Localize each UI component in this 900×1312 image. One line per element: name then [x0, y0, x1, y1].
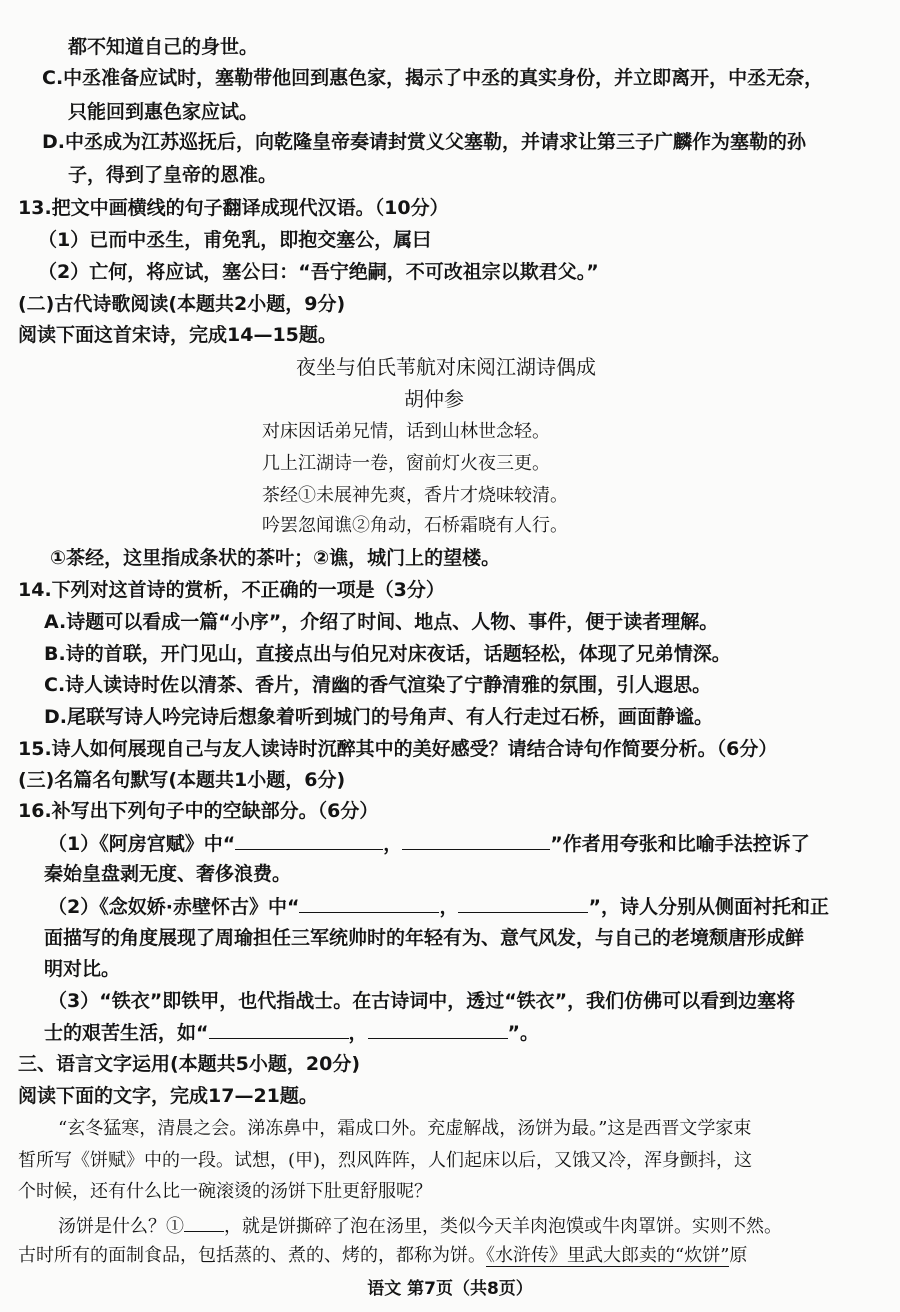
poem-title: 夜坐与伯氏苇航对床阅江湖诗偶成: [296, 355, 596, 379]
poem-line-4: 吟罢忽闻谯②角动，石桥霜晓有人行。: [262, 515, 568, 536]
answer-blank[interactable]: [209, 1020, 349, 1039]
q16-item-1: [48, 831, 810, 856]
q16-item-1-suffix: ”作者用夸张和比喻手法控诉了: [550, 833, 810, 855]
q14-option-d: D.尾联写诗人吟完诗后想象着听到城门的号角声、有人行走过石桥，画面静谧。: [44, 706, 713, 728]
poem-line-1: 对床因话弟兄情，话到山林世念轻。: [262, 421, 550, 442]
q16-item-2-suffix: ”，诗人分别从侧面衬托和正: [588, 896, 829, 918]
q13-heading: 13.把文中画横线的句子翻译成现代汉语。（10分）: [18, 197, 449, 219]
passage-line-2: 皙所写《饼赋》中的一段。试想，(甲)，烈风阵阵，人们起床以后，又饿又冷，浑身颤抖，这: [18, 1150, 753, 1171]
answer-blank[interactable]: [402, 831, 550, 850]
answer-blank[interactable]: [458, 894, 588, 913]
part-three-heading: 三、语言文字运用(本题共5小题，20分): [18, 1053, 361, 1075]
separator: ，: [383, 833, 403, 855]
passage-line-4-prefix: 汤饼是什么？①: [58, 1216, 184, 1237]
q13-sentence-2: （2）亡何，将应试，塞公曰：“吾宁绝嗣，不可改祖宗以欺君父。”: [38, 261, 599, 283]
passage-line-4-suffix: ，就是饼撕碎了泡在汤里，类似今天羊肉泡馍或牛肉罩饼。实则不然。: [224, 1216, 782, 1237]
passage-line-4: [58, 1213, 782, 1239]
poem-author: 胡仲参: [404, 387, 464, 411]
part-three-intro: 阅读下面的文字，完成17—21题。: [18, 1085, 318, 1107]
q16-item-3-suffix: ”。: [507, 1022, 540, 1044]
q16-item-2: [48, 894, 829, 919]
separator: ，: [439, 896, 459, 918]
q16-heading: 16.补写出下列句子中的空缺部分。（6分）: [18, 800, 379, 822]
answer-blank[interactable]: [299, 894, 439, 913]
q16-item-3-prefix: 士的艰苦生活，如“: [44, 1022, 209, 1044]
answer-blank[interactable]: [368, 1020, 508, 1039]
q16-item-2-cont: 面描写的角度展现了周瑜担任三军统帅时的年轻有为、意气风发，与自己的老境颓唐形成鲜: [44, 927, 805, 949]
separator: ，: [348, 1022, 368, 1044]
q16-item-3-cont: [44, 1020, 539, 1045]
q12-option-d-line1: D.中丞成为江苏巡抚后，向乾隆皇帝奏请封赏义父塞勒，并请求让第三子广麟作为塞勒的孙: [42, 131, 806, 153]
q13-sentence-1: （1）已而中丞生，甫免乳，即抱交塞公，属曰: [38, 229, 432, 251]
q16-item-1-cont: 秦始皇盘剥无度、奢侈浪费。: [44, 863, 292, 885]
page-footer: 语文 第7页（共8页）: [367, 1279, 533, 1299]
q16-item-2-prefix: （2）《念奴娇·赤壁怀古》中“: [48, 896, 300, 918]
answer-blank[interactable]: [235, 831, 383, 850]
poem-line-2: 几上江湖诗一卷，窗前灯火夜三更。: [262, 453, 550, 474]
q14-option-b: B.诗的首联，开门见山，直接点出与伯兄对床夜话，话题轻松，体现了兄弟情深。: [44, 643, 731, 665]
underlined-sentence: 《水浒传》里武大郎卖的“炊饼”: [486, 1245, 730, 1266]
q14-option-a: A.诗题可以看成一篇“小序”，介绍了时间、地点、人物、事件，便于读者理解。: [44, 611, 719, 633]
q16-item-1-prefix: （1）《阿房宫赋》中“: [48, 833, 236, 855]
q15-question: 15.诗人如何展现自己与友人读诗时沉醉其中的美好感受？请结合诗句作简要分析。（6分）: [18, 738, 778, 760]
passage-line-1: “玄冬猛寒，清晨之会。涕冻鼻中，霜成口外。充虚解战，汤饼为最。”这是西晋文学家束: [58, 1118, 752, 1139]
poem-line-3: 茶经①未展神先爽，香片才烧味较清。: [262, 485, 568, 506]
section-poetry-intro: 阅读下面这首宋诗，完成14—15题。: [18, 324, 337, 346]
answer-blank[interactable]: [184, 1213, 224, 1232]
passage-line-5-end: 原: [729, 1245, 748, 1266]
q12-option-b-continued: 都不知道自己的身世。: [68, 36, 259, 58]
passage-line-3: 个时候，还有什么比一碗滚烫的汤饼下肚更舒服呢？: [18, 1181, 432, 1202]
q12-option-c-line1: C.中丞准备应试时，塞勒带他回到惠色家，揭示了中丞的真实身份，并立即离开，中丞无奈，: [42, 67, 824, 89]
q14-heading: 14.下列对这首诗的赏析，不正确的一项是（3分）: [18, 579, 445, 601]
passage-line-5-text: 古时所有的面制食品，包括蒸的、煮的、烤的，都称为饼。: [18, 1245, 486, 1266]
q12-option-c-line2: 只能回到惠色家应试。: [68, 101, 259, 123]
q12-option-d-line2: 子，得到了皇帝的恩准。: [68, 164, 278, 186]
poem-annotation: ①茶经，这里指成条状的茶叶；②谯，城门上的望楼。: [50, 547, 501, 569]
section-poetry-heading: (二)古代诗歌阅读(本题共2小题，9分): [18, 293, 346, 315]
section-recitation-heading: (三)名篇名句默写(本题共1小题，6分): [18, 769, 346, 791]
passage-line-5: [18, 1244, 747, 1268]
q16-item-2-end: 明对比。: [44, 958, 121, 980]
q16-item-3: （3）“铁衣”即铁甲，也代指战士。在古诗词中，透过“铁衣”，我们仿佛可以看到边塞将: [48, 990, 796, 1012]
q14-option-c: C.诗人读诗时佐以清茶、香片，清幽的香气渲染了宁静清雅的氛围，引人遐思。: [44, 674, 712, 696]
